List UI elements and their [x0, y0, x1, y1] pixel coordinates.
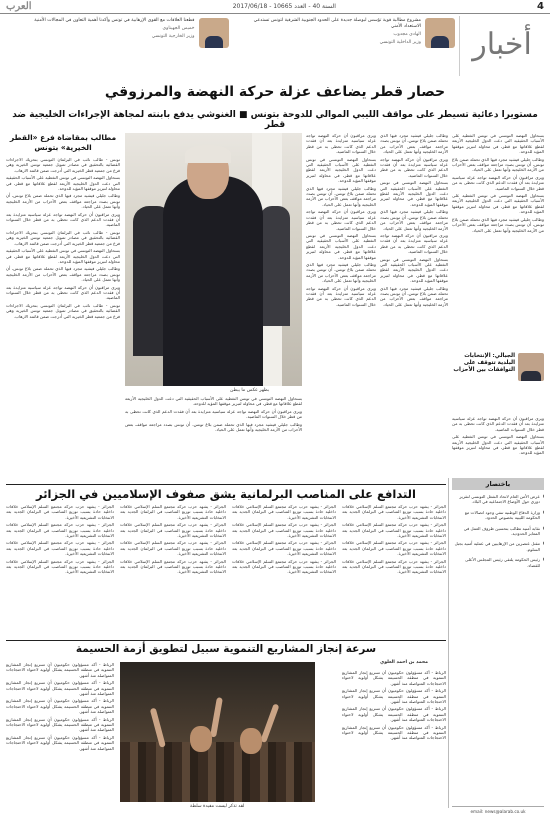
quote-title: وزير الداخلية التونسي: [379, 40, 421, 45]
lead-column-d: بسحاول النهضة التونسي في تونس التغطية على الأسباب الحقيقية التي دعت الدول الخليجية الأربعة لقطع علاقاتها مع قطر، في محاولة لتبرير موقفها المؤيد للدوحة. ويرى مراقبون أن حركة النهضة تواجه عزلة سياسية متزايدة بعد أن فقدت الدعم الذي كانت تحظى به من قطر خلال السنوات الماضية. وطالب جليلي فيشيد مجرد فيها الذي تحمله ضمن بلاغ تونس، أن تونس بصدد مراجعة مواقف بعض الأحزاب من الأزمة الخليجية وأنها تعمل على الحياد.: [125, 396, 302, 433]
lead-column-a: بسحاول النهضة التونسي في تونس التغطية على الأسباب الحقيقية التي دعت الدول الخليجية الأربعة لقطع علاقاتها مع قطر، في محاولة لتبرير موقفها المؤيد للدوحة. وطالب جليلي فيشيد مجرد فيها الذي تحمله ضمن بلاغ تونس، أن تونس بصدد مراجعة مواقف بعض الأحزاب من الأزمة الخليجية وأنها تعمل على الحياد. ويرى مراقبون أن حركة النهضة تواجه عزلة سياسية متزايدة بعد أن فقدت الدعم الذي كانت تحظى به من قطر خلال السنوات الماضية. بسحاول النهضة التونسي في تونس التغطية على الأسباب الحقيقية التي دعت الدول الخليجية الأربعة لقطع علاقاتها مع قطر، في محاولة لتبرير موقفها المؤيد للدوحة. وطالب جليلي فيشيد مجرد فيها الذي تحمله ضمن بلاغ تونس، أن تونس بصدد مراجعة مواقف بعض الأحزاب من الأزمة الخليجية وأنها تعمل على الحياد.: [452, 133, 544, 233]
footer-email[interactable]: email: news@alarab.co.uk: [452, 806, 544, 814]
third-column-a: الرباط - أكد مسؤولون حكوميون أن تسريع إنجاز المشاريع التنموية في منطقة الحسيمة يشكل أولوية لاحتواء الاحتجاجات المتواصلة منذ أشهر. الرباط - أكد مسؤولون حكوميون أن تسريع إنجاز المشاريع التنموية في منطقة الحسيمة يشكل أولوية لاحتواء الاحتجاجات المتواصلة منذ أشهر. الرباط - أكد مسؤولون حكوميون أن تسريع إنجاز المشاريع التنموية في منطقة الحسيمة يشكل أولوية لاحتواء الاحتجاجات المتواصلة منذ أشهر. الرباط - أكد مسؤولون حكوميون أن تسريع إنجاز المشاريع التنموية في منطقة الحسيمة يشكل أولوية لاحتواء الاحتجاجات المتواصلة منذ أشهر.: [342, 670, 446, 741]
brief-item: ■ مقتل عنصرين من الإرهابيين في عملية أمنية بجبل السلوم.: [452, 541, 544, 552]
quote-text: مشروع مطالبة قوية تؤسس لبوصلة جديدة على الحدود الجنوبية الشرقية لتونس تستدعي الاستعداد الأمني: [253, 18, 421, 29]
second-column-c: الجزائر - يشهد حزب حركة مجتمع السلم الإسلامي خلافات داخلية حادة بسبب توزيع المناصب في البرلمان الجديد بعد الانتخابات التشريعية الأخيرة. الجزائر - يشهد حزب حركة مجتمع السلم الإسلامي خلافات داخلية حادة بسبب توزيع المناصب في البرلمان الجديد بعد الانتخابات التشريعية الأخيرة. الجزائر - يشهد حزب حركة مجتمع السلم الإسلامي خلافات داخلية حادة بسبب توزيع المناصب في البرلمان الجديد بعد الانتخابات التشريعية الأخيرة. الجزائر - يشهد حزب حركة مجتمع السلم الإسلامي خلافات داخلية حادة بسبب توزيع المناصب في البرلمان الجديد بعد الانتخابات التشريعية الأخيرة.: [120, 504, 226, 575]
newspaper-logo: العرب: [6, 1, 32, 12]
photo-raised-arm: [210, 697, 223, 737]
third-headline: سرعة إنجاز المشاريع التنموية سبيل لتطويق أزمة الحسيمة: [6, 640, 446, 655]
second-headline: التدافع على المناصب البرلمانية يشق صفوف الإسلاميين في الجزائر: [6, 484, 446, 501]
protest-photo: [120, 662, 315, 802]
second-column-d: الجزائر - يشهد حزب حركة مجتمع السلم الإسلامي خلافات داخلية حادة بسبب توزيع المناصب في البرلمان الجديد بعد الانتخابات التشريعية الأخيرة. الجزائر - يشهد حزب حركة مجتمع السلم الإسلامي خلافات داخلية حادة بسبب توزيع المناصب في البرلمان الجديد بعد الانتخابات التشريعية الأخيرة. الجزائر - يشهد حزب حركة مجتمع السلم الإسلامي خلافات داخلية حادة بسبب توزيع المناصب في البرلمان الجديد بعد الانتخابات التشريعية الأخيرة. الجزائر - يشهد حزب حركة مجتمع السلم الإسلامي خلافات داخلية حادة بسبب توزيع المناصب في البرلمان الجديد بعد الانتخابات التشريعية الأخيرة.: [6, 504, 114, 575]
related-story-body: ويرى مراقبون أن حركة النهضة تواجه عزلة سياسية متزايدة بعد أن فقدت الدعم الذي كانت تحظى به من قطر خلال السنوات الماضية. بسحاول النهضة التونسي في تونس التغطية على الأسباب الحقيقية التي دعت الدول الخليجية الأربعة لقطع علاقاتها مع قطر، في محاولة لتبرير موقفها المؤيد للدوحة.: [452, 416, 544, 456]
photo-raised-arm: [260, 703, 279, 743]
photo-face: [190, 726, 212, 752]
sidebar-story: [6, 133, 120, 463]
third-column-b: الرباط - أكد مسؤولون حكوميون أن تسريع إنجاز المشاريع التنموية في منطقة الحسيمة يشكل أولوية لاحتواء الاحتجاجات المتواصلة منذ أشهر. الرباط - أكد مسؤولون حكوميون أن تسريع إنجاز المشاريع التنموية في منطقة الحسيمة يشكل أولوية لاحتواء الاحتجاجات المتواصلة منذ أشهر. الرباط - أكد مسؤولون حكوميون أن تسريع إنجاز المشاريع التنموية في منطقة الحسيمة يشكل أولوية لاحتواء الاحتجاجات المتواصلة منذ أشهر. الرباط - أكد مسؤولون حكوميون أن تسريع إنجاز المشاريع التنموية في منطقة الحسيمة يشكل أولوية لاحتواء الاحتجاجات المتواصلة منذ أشهر. الرباط - أكد مسؤولون حكوميون أن تسريع إنجاز المشاريع التنموية في منطقة الحسيمة يشكل أولوية لاحتواء الاحتجاجات المتواصلة منذ أشهر.: [6, 662, 114, 751]
lead-column-c: ويرى مراقبون أن حركة النهضة تواجه عزلة سياسية متزايدة بعد أن فقدت الدعم الذي كانت تحظى به من قطر خلال السنوات الماضية. بسحاول النهضة التونسي في تونس التغطية على الأسباب الحقيقية التي دعت الدول الخليجية الأربعة لقطع علاقاتها مع قطر، في محاولة لتبرير موقفها المؤيد للدوحة. وطالب جليلي فيشيد مجرد فيها الذي تحمله ضمن بلاغ تونس، أن تونس بصدد مراجعة مواقف بعض الأحزاب من الأزمة الخليجية وأنها تعمل على الحياد. ويرى مراقبون أن حركة النهضة تواجه عزلة سياسية متزايدة بعد أن فقدت الدعم الذي كانت تحظى به من قطر خلال السنوات الماضية. بسحاول النهضة التونسي في تونس التغطية على الأسباب الحقيقية التي دعت الدول الخليجية الأربعة لقطع علاقاتها مع قطر، في محاولة لتبرير موقفها المؤيد للدوحة. وطالب جليلي فيشيد مجرد فيها الذي تحمله ضمن بلاغ تونس، أن تونس بصدد مراجعة مواقف بعض الأحزاب من الأزمة الخليجية وأنها تعمل على الحياد. ويرى مراقبون أن حركة النهضة تواجه عزلة سياسية متزايدة بعد أن فقدت الدعم الذي كانت تحظى به من قطر خلال السنوات الماضية.: [306, 133, 376, 307]
quote-text: قطعنا العلاقات مع القوى الإرهابية في تونس وأكدنا أهمية التعاون في المجالات الأمنية: [34, 18, 195, 23]
brief-item: ■ رئيس الحكومة يلتقي رئيس المجلس الأعلى للقضاء.: [452, 557, 544, 568]
related-story-title: الجبالي: الإنتخابات البلدية تتوقف على التوافقات بين الأحزاب: [453, 353, 515, 373]
top-quote-1: [233, 16, 460, 76]
section-name: أخبار: [459, 16, 544, 76]
briefs-list: [452, 494, 544, 804]
second-column-b: الجزائر - يشهد حزب حركة مجتمع السلم الإسلامي خلافات داخلية حادة بسبب توزيع المناصب في البرلمان الجديد بعد الانتخابات التشريعية الأخيرة. الجزائر - يشهد حزب حركة مجتمع السلم الإسلامي خلافات داخلية حادة بسبب توزيع المناصب في البرلمان الجديد بعد الانتخابات التشريعية الأخيرة. الجزائر - يشهد حزب حركة مجتمع السلم الإسلامي خلافات داخلية حادة بسبب توزيع المناصب في البرلمان الجديد بعد الانتخابات التشريعية الأخيرة. الجزائر - يشهد حزب حركة مجتمع السلم الإسلامي خلافات داخلية حادة بسبب توزيع المناصب في البرلمان الجديد بعد الانتخابات التشريعية الأخيرة.: [232, 504, 336, 575]
lead-column-b: وطالب جليلي فيشيد مجرد فيها الذي تحمله ضمن بلاغ تونس، أن تونس بصدد مراجعة مواقف بعض الأحزاب من الأزمة الخليجية وأنها تعمل على الحياد. ويرى مراقبون أن حركة النهضة تواجه عزلة سياسية متزايدة بعد أن فقدت الدعم الذي كانت تحظى به من قطر خلال السنوات الماضية. بسحاول النهضة التونسي في تونس التغطية على الأسباب الحقيقية التي دعت الدول الخليجية الأربعة لقطع علاقاتها مع قطر، في محاولة لتبرير موقفها المؤيد للدوحة. وطالب جليلي فيشيد مجرد فيها الذي تحمله ضمن بلاغ تونس، أن تونس بصدد مراجعة مواقف بعض الأحزاب من الأزمة الخليجية وأنها تعمل على الحياد. ويرى مراقبون أن حركة النهضة تواجه عزلة سياسية متزايدة بعد أن فقدت الدعم الذي كانت تحظى به من قطر خلال السنوات الماضية. بسحاول النهضة التونسي في تونس التغطية على الأسباب الحقيقية التي دعت الدول الخليجية الأربعة لقطع علاقاتها مع قطر، في محاولة لتبرير موقفها المؤيد للدوحة. وطالب جليلي فيشيد مجرد فيها الذي تحمله ضمن بلاغ تونس، أن تونس بصدد مراجعة مواقف بعض الأحزاب من الأزمة الخليجية وأنها تعمل على الحياد.: [380, 133, 448, 307]
lead-photo-caption: بظهر عكس ما يبطن: [230, 388, 270, 393]
related-story-box: [452, 353, 544, 413]
portrait-photo: [425, 18, 455, 48]
lead-subhead: مستويرا دعائية تسيطر على مواقف الليبي الموالي للدوحة بتونس ■ الغنوشي يدفع بابنته لمجاهة الإجراءات الخليجية ضد قطر: [12, 110, 538, 130]
top-strip: [6, 16, 544, 76]
brief-item: ■ نقابة أمنية تطالب بتحسين ظروف العمل في المعابر الحدودية.: [452, 526, 544, 537]
portrait-photo: [199, 18, 229, 48]
sidebar-title: مطالب بمقاضاة فرع «القطر الخيرية» بتونس: [9, 133, 117, 152]
protest-photo-caption: لقد تذكر ليست مفيدة سلطة: [190, 804, 245, 809]
photo-person: [260, 206, 290, 326]
masthead: [0, 0, 550, 14]
top-quote-2: [6, 16, 233, 76]
column-divider: [448, 478, 449, 808]
issue-line: السنة 40 - العدد 10665 - 2017/06/18: [232, 3, 336, 10]
brief-item: ■ وزارة الدفاع الوطنية تنفي وجود اتصالات مع الحكومة الليبية بخصوص الحدود.: [452, 510, 544, 521]
photo-hair: [185, 145, 231, 163]
lead-headline: حصار قطر يضاعف عزلة حركة النهضة والمرزوقي: [104, 84, 446, 100]
brief-item: ■ عرض الأمن العام لاتحاد الشغل التونسي لتقرير دوري حول الأوضاع الاجتماعية في البلاد.: [452, 494, 544, 505]
quote-name: الهادي مجدوب: [393, 32, 421, 37]
lead-photo: [125, 133, 302, 386]
third-byline: محمد بن احمد العلوي: [380, 660, 429, 665]
page-number: 4: [537, 1, 544, 12]
briefs-heading: باختصار: [452, 478, 544, 490]
quote-title: وزير الخارجية التونسي: [151, 34, 195, 39]
photo-crowd: [120, 742, 315, 802]
spacer: [320, 670, 338, 671]
photo-face: [240, 728, 262, 754]
portrait-photo: [518, 353, 544, 381]
sidebar-body: تونس - طالب نائب في البرلمان التونسي بتحريك الاجراءات القضائية بالتحقيق في مصادر تمويل جمعية تونس الخيرية وهي فرع من جمعية قطر الخيرية التي أدرجت ضمن قائمة الارهاب. بسحاول النهضة التونسي في تونس التغطية على الأسباب الحقيقية التي دعت الدول الخليجية الأربعة لقطع علاقاتها مع قطر، في محاولة لتبرير موقفها المؤيد للدوحة. وطالب جليلي فيشيد مجرد فيها الذي تحمله ضمن بلاغ تونس، أن تونس بصدد مراجعة مواقف بعض الأحزاب من الأزمة الخليجية وأنها تعمل على الحياد. ويرى مراقبون أن حركة النهضة تواجه عزلة سياسية متزايدة بعد أن فقدت الدعم الذي كانت تحظى به من قطر خلال السنوات الماضية. تونس - طالب نائب في البرلمان التونسي بتحريك الاجراءات القضائية بالتحقيق في مصادر تمويل جمعية تونس الخيرية وهي فرع من جمعية قطر الخيرية التي أدرجت ضمن قائمة الارهاب. بسحاول النهضة التونسي في تونس التغطية على الأسباب الحقيقية التي دعت الدول الخليجية الأربعة لقطع علاقاتها مع قطر، في محاولة لتبرير موقفها المؤيد للدوحة. وطالب جليلي فيشيد مجرد فيها الذي تحمله ضمن بلاغ تونس، أن تونس بصدد مراجعة مواقف بعض الأحزاب من الأزمة الخليجية وأنها تعمل على الحياد. ويرى مراقبون أن حركة النهضة تواجه عزلة سياسية متزايدة بعد أن فقدت الدعم الذي كانت تحظى به من قطر خلال السنوات الماضية. تونس - طالب نائب في البرلمان التونسي بتحريك الاجراءات القضائية بالتحقيق في مصادر تمويل جمعية تونس الخيرية وهي فرع من جمعية قطر الخيرية التي أدرجت ضمن قائمة الارهاب.: [6, 157, 120, 319]
second-column-a: الجزائر - يشهد حزب حركة مجتمع السلم الإسلامي خلافات داخلية حادة بسبب توزيع المناصب في البرلمان الجديد بعد الانتخابات التشريعية الأخيرة. الجزائر - يشهد حزب حركة مجتمع السلم الإسلامي خلافات داخلية حادة بسبب توزيع المناصب في البرلمان الجديد بعد الانتخابات التشريعية الأخيرة. الجزائر - يشهد حزب حركة مجتمع السلم الإسلامي خلافات داخلية حادة بسبب توزيع المناصب في البرلمان الجديد بعد الانتخابات التشريعية الأخيرة. الجزائر - يشهد حزب حركة مجتمع السلم الإسلامي خلافات داخلية حادة بسبب توزيع المناصب في البرلمان الجديد بعد الانتخابات التشريعية الأخيرة.: [342, 504, 446, 575]
quote-name: خميس الجهيناوي: [162, 26, 195, 31]
photo-main-person: [163, 176, 263, 386]
